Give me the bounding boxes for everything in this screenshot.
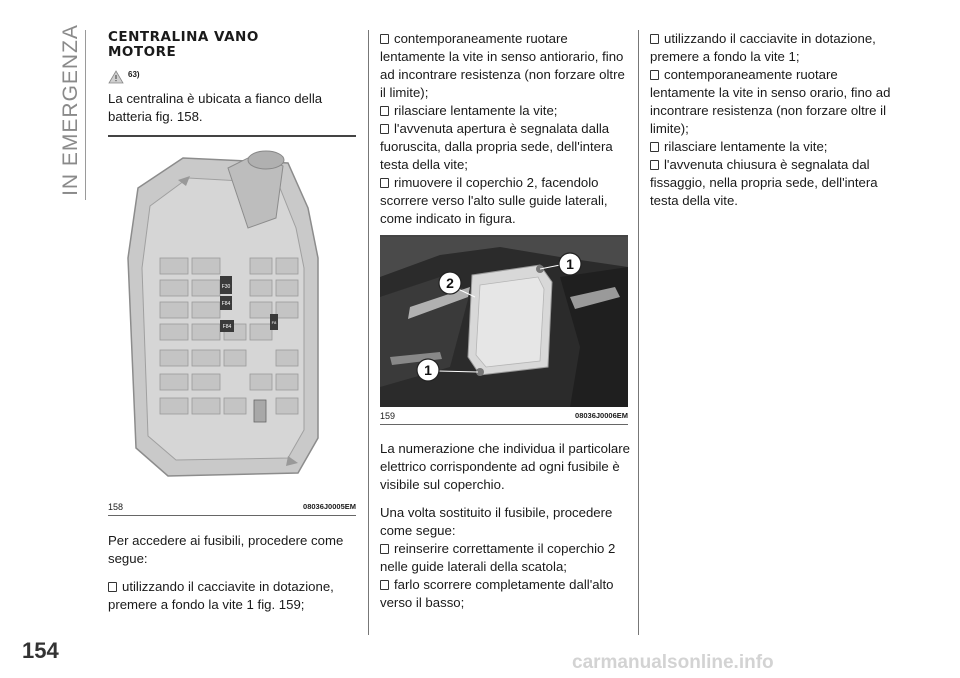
intro-paragraph: La centralina è ubicata a fianco della batteria fig. 158. (108, 91, 323, 124)
step-item: contemporaneamente ruotare lentamente la vite in senso antiorario, fino ad incontrare resistenza (non forzare oltre il limite); (380, 31, 625, 100)
callout-cover: 2 (446, 275, 454, 291)
figure-159-bottom-rule (380, 424, 628, 425)
figure-159-photo (380, 237, 628, 407)
checkbox-bullet-icon (650, 160, 659, 170)
procedure-intro: Per accedere ai fusibili, procedere come segue: (108, 533, 344, 566)
checkbox-bullet-icon (650, 70, 659, 80)
sidebar-divider (85, 30, 86, 200)
checkbox-bullet-icon (380, 34, 389, 44)
step-item: l'avvenuta apertura è segnalata dalla fuoruscita, dalla propria sede, dell'intera testa della vite; (380, 121, 613, 172)
warning-ref-number: 63) (128, 70, 140, 79)
checkbox-bullet-icon (650, 34, 659, 44)
step-item: rimuovere il coperchio 2, facendolo scorrere verso l'alto sulle guide laterali, come indicato in figura. (380, 175, 608, 226)
page-number: 154 (22, 638, 59, 663)
figure-158-fusebox-image (108, 138, 356, 498)
figure-159-caption (380, 411, 628, 421)
engine-bay-photo (380, 237, 628, 407)
checkbox-bullet-icon (380, 178, 389, 188)
step-item: rilasciare lentamente la vite; (380, 102, 630, 120)
step-item: contemporaneamente ruotare lentamente la vite in senso orario, fino ad incontrare resistenza (non forzare oltre il limite); (650, 67, 891, 136)
column-divider-1 (368, 30, 369, 635)
step-item: utilizzando il cacciavite in dotazione, premere a fondo la vite 1; (650, 31, 876, 64)
checkbox-bullet-icon (108, 582, 117, 592)
section-sidebar-tab (59, 24, 83, 196)
figure-158-number: 158 (108, 502, 124, 512)
column-2 (380, 30, 630, 228)
callout-screw-top: 1 (566, 256, 574, 272)
checkbox-bullet-icon (380, 544, 389, 554)
figure-158-top-rule (108, 135, 356, 137)
figure-158-bottom-rule (108, 515, 356, 516)
fuse-label-f8: F8 (271, 320, 277, 325)
fuse-label-f84-a: F84 (221, 301, 231, 307)
checkbox-bullet-icon (380, 580, 389, 590)
step-item: reinserire correttamente il coperchio 2 nelle guide laterali della scatola; (380, 541, 616, 574)
figure-158-caption (108, 502, 356, 512)
checkbox-bullet-icon (380, 106, 389, 116)
callout-screw-bottom: 1 (424, 362, 432, 378)
heading-line-1: CENTRALINA VANO (108, 29, 259, 45)
fusebox-illustration (108, 138, 356, 498)
watermark: carmanualsonline.info (572, 652, 774, 673)
fuse-label-f84-b: F84 (222, 324, 232, 330)
figure-159-number: 159 (380, 411, 396, 421)
figure-158-code: 08036J0005EM (303, 502, 356, 511)
column-3 (650, 30, 900, 210)
fuse-label-f30: F30 (221, 284, 231, 290)
warning-reference (108, 66, 356, 84)
step-item: utilizzando il cacciavite in dotazione, premere a fondo la vite 1 fig. 159; (108, 579, 334, 612)
column-1-lower (108, 532, 356, 614)
column-2-lower (380, 440, 630, 612)
column-divider-2 (638, 30, 639, 635)
checkbox-bullet-icon (650, 142, 659, 152)
column-1 (108, 30, 356, 136)
heading-line-2: MOTORE (108, 44, 177, 60)
procedure-intro-2: Una volta sostituito il fusibile, procedere come segue: (380, 505, 613, 538)
warning-triangle-icon (108, 70, 124, 84)
section-title: IN EMERGENZA (59, 24, 83, 196)
numbering-paragraph: La numerazione che individua il particolare elettrico corrispondente ad ogni fusibile è visibile sul coperchio. (380, 441, 630, 492)
checkbox-bullet-icon (380, 124, 389, 134)
step-item: farlo scorrere completamente dall'alto verso il basso; (380, 577, 614, 610)
step-item: rilasciare lentamente la vite; (650, 138, 900, 156)
step-item: l'avvenuta chiusura è segnalata dal fissaggio, nella propria sede, dell'intera testa della vite. (650, 157, 878, 208)
section-heading (108, 30, 356, 60)
figure-159-code: 08036J0006EM (575, 411, 628, 420)
